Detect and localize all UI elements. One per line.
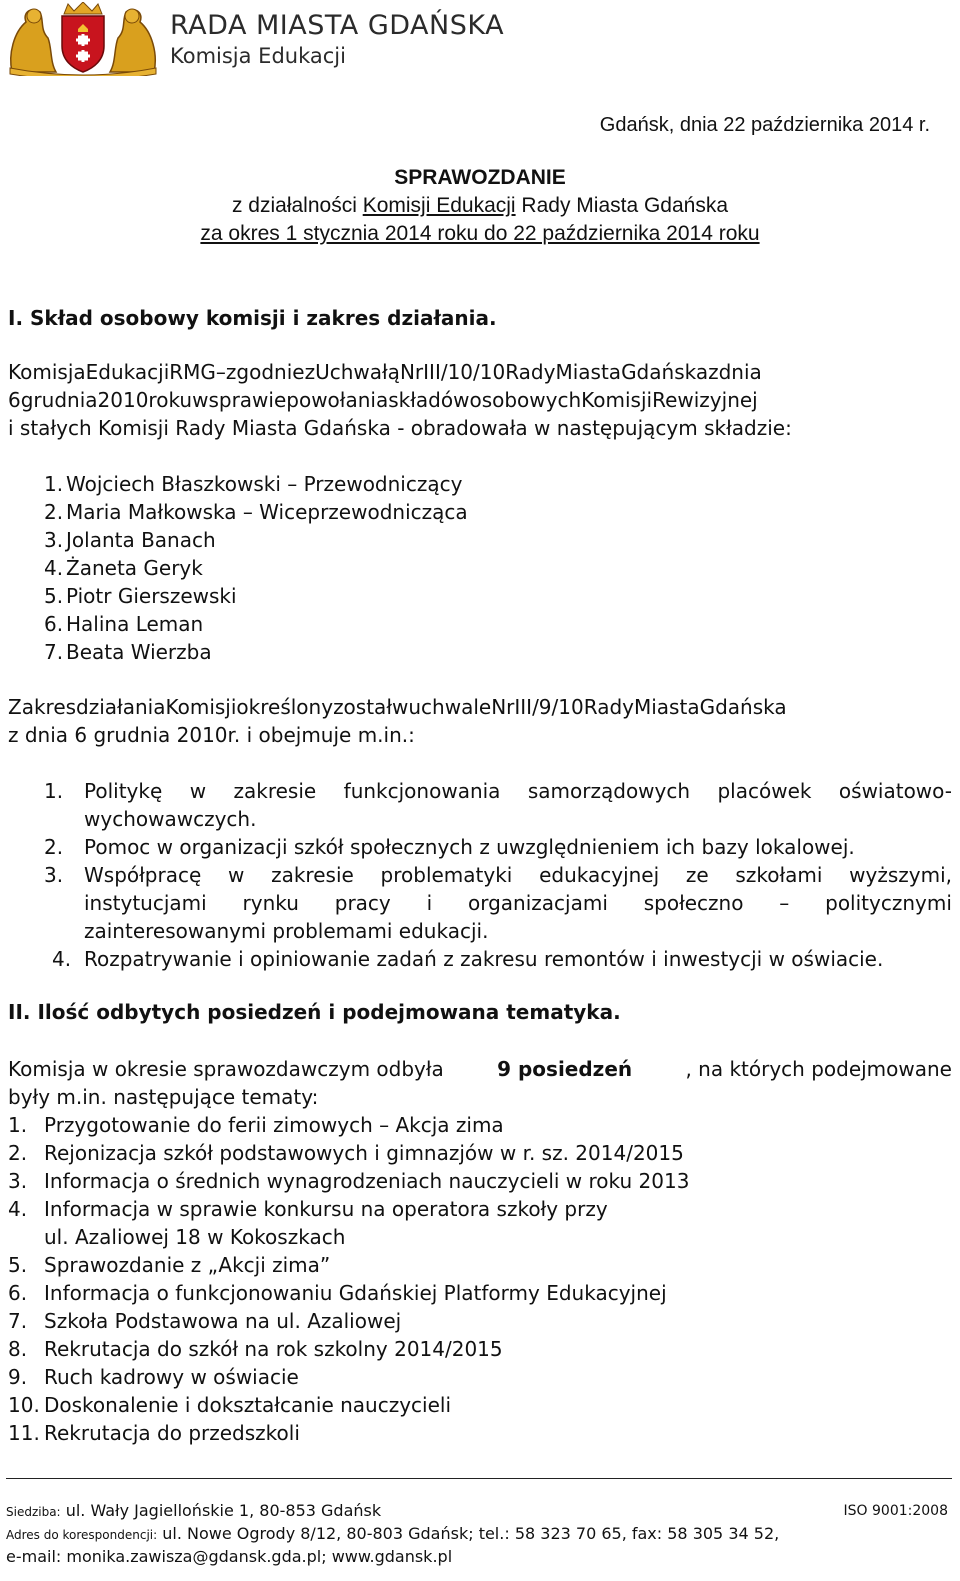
section-1-heading: I. Skład osobowy komisji i zakres działania. — [8, 306, 497, 330]
scope-list — [8, 777, 952, 973]
list-item: 2. Pomoc w organizacji szkół społecznych z uwzględnieniem ich bazy lokalowej. — [44, 835, 855, 859]
intro-line-2: były m.in. następujące tematy: — [8, 1085, 319, 1109]
list-item: 5. Piotr Gierszewski — [44, 584, 237, 608]
intro-post: , na których podejmowane — [685, 1057, 952, 1081]
title-line-2-pre: z działalności — [231, 194, 363, 217]
title-period: za okres 1 stycznia 2014 roku do 22 października 2014 roku — [200, 222, 760, 245]
list-item: 6. Halina Leman — [44, 612, 204, 636]
intro-line-2: 6grudnia2010rokuwsprawiepowołaniaskładówosobowychKomisjiRewizyjnej — [8, 388, 758, 412]
list-item: 4. Żaneta Geryk — [44, 556, 203, 580]
footer-seat — [6, 1500, 952, 1523]
scope-line-1: ZakresdziałaniaKomisjiokreślonyzostałwuchwaleNrIII/9/10RadyMiastaGdańska — [8, 695, 787, 719]
org-name: RADA MIASTA GDAŃSKA — [170, 10, 505, 41]
title-line-2 — [0, 192, 960, 220]
list-item: 7. Beata Wierzba — [44, 640, 212, 664]
title-committee: Komisji Edukacji — [362, 194, 516, 217]
list-item: 6. Informacja o funkcjonowaniu Gdańskiej Platformy Edukacyjnej — [8, 1281, 667, 1305]
document-date: Gdańsk, dnia 22 października 2014 r. — [599, 114, 930, 136]
scope-line-2: z dnia 6 grudnia 2010r. i obejmuje m.in.: — [8, 723, 415, 747]
intro-pre: Komisja w okresie sprawozdawczym odbyła — [8, 1057, 444, 1081]
list-item: 3. Jolanta Banach — [44, 528, 216, 552]
list-item: 2. Rejonizacja szkół podstawowych i gimnazjów w r. sz. 2014/2015 — [8, 1141, 684, 1165]
list-item: 2. Maria Małkowska – Wiceprzewodnicząca — [44, 500, 468, 524]
corr-address: ul. Nowe Ogrody 8/12, 80-803 Gdańsk; tel.: 58 323 70 65, fax: 58 305 34 52, — [157, 1524, 780, 1543]
seat-label: Siedziba: — [6, 1505, 61, 1519]
intro-line-3: i stałych Komisji Rady Miasta Gdańska - obradowała w następującym składzie: — [8, 416, 792, 440]
list-item: 3. Współpracę w zakresie problematyki edukacyjnej ze szkołami wyższymi, instytucjami rynku pracy i organizacjami społeczno – politycznymi zainteresowanymi problemami edukacji. — [44, 863, 952, 943]
iso-certificate: ISO 9001:2008 — [843, 1503, 948, 1519]
scope-intro — [8, 693, 952, 749]
list-item: 9. Ruch kadrowy w oświacie — [8, 1365, 299, 1389]
footer-correspondence — [6, 1523, 952, 1546]
list-item: 1. Wojciech Błaszkowski – Przewodniczący — [44, 472, 463, 496]
section-2-intro — [8, 1055, 952, 1111]
intro-line-1: KomisjaEdukacjiRMG–zgodniezUchwałąNrIII/10/10RadyMiastaGdańskazdnia — [8, 360, 762, 384]
members-list — [44, 470, 468, 666]
document-title — [0, 164, 960, 248]
title-line-2-post: Rady Miasta Gdańska — [515, 194, 729, 217]
org-subtitle: Komisja Edukacji — [170, 44, 346, 68]
list-item: 7. Szkoła Podstawowa na ul. Azaliowej — [8, 1309, 402, 1333]
gdansk-coat-of-arms-logo — [4, 2, 162, 76]
letterhead — [4, 2, 704, 76]
list-item: 11. Rekrutacja do przedszkoli — [8, 1421, 300, 1445]
meetings-count: 9 posiedzeń — [497, 1057, 633, 1081]
footer-email: e-mail: monika.zawisza@gdansk.gda.pl; www.gdansk.pl — [6, 1547, 453, 1566]
footer-divider — [6, 1478, 952, 1479]
corr-label: Adres do korespondencji: — [6, 1528, 158, 1542]
footer — [6, 1500, 952, 1568]
section-1-intro — [8, 358, 952, 442]
list-item: 8. Rekrutacja do szkół na rok szkolny 2014/2015 — [8, 1337, 503, 1361]
list-item: 1. Przygotowanie do ferii zimowych – Akcja zima — [8, 1113, 504, 1137]
list-item: 4. Informacja w sprawie konkursu na operatora szkoły przy ul. Azaliowej 18 w Kokoszkach — [8, 1197, 608, 1249]
topics-list — [8, 1111, 952, 1447]
seat-address: ul. Wały Jagiellońskie 1, 80-853 Gdańsk — [60, 1501, 382, 1520]
list-item: 3. Informacja o średnich wynagrodzeniach nauczycieli w roku 2013 — [8, 1169, 690, 1193]
list-item: 1. Politykę w zakresie funkcjonowania samorządowych placówek oświatowo- wychowawczych. — [44, 779, 952, 831]
title-main: SPRAWOZDANIE — [394, 166, 566, 189]
list-item: 4. Rozpatrywanie i opiniowanie zadań z zakresu remontów i inwestycji w oświacie. — [52, 947, 884, 971]
list-item: 10. Doskonalenie i dokształcanie nauczycieli — [8, 1393, 452, 1417]
list-item: 5. Sprawozdanie z „Akcji zima” — [8, 1253, 331, 1277]
section-2-heading: II. Ilość odbytych posiedzeń i podejmowana tematyka. — [8, 1000, 621, 1024]
